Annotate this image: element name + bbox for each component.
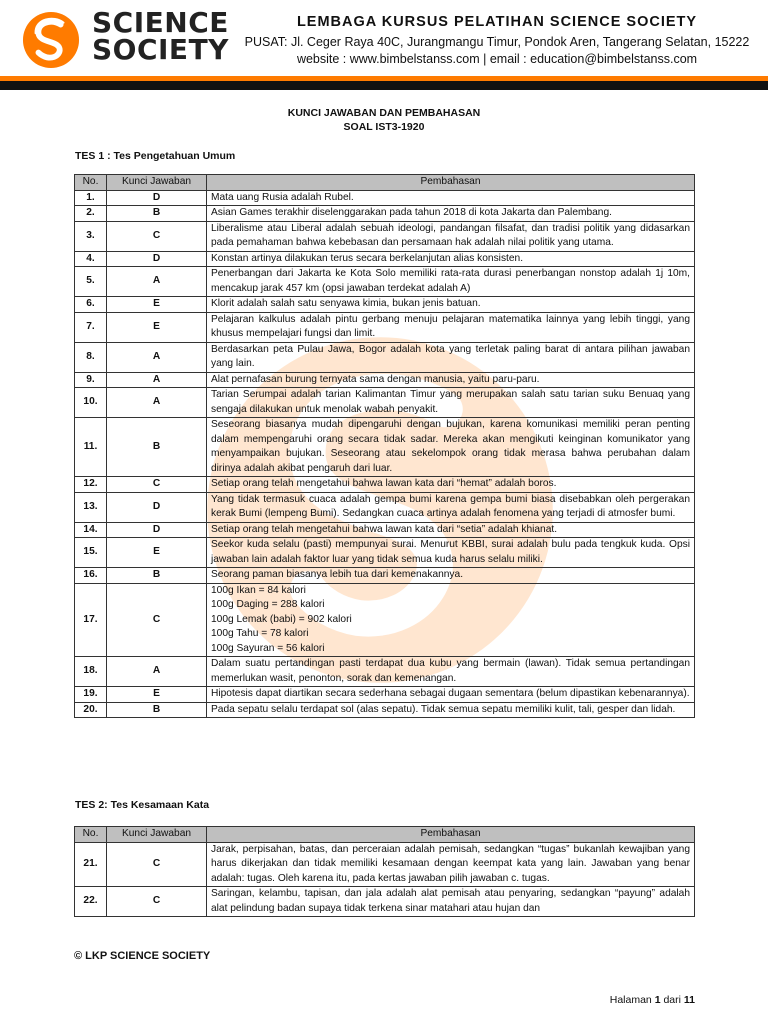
page-separator: dari xyxy=(663,994,681,1006)
row-number: 18. xyxy=(75,657,107,687)
table-row xyxy=(75,842,695,887)
answer-key: C xyxy=(107,221,207,251)
document-subheading: SOAL IST3-1920 xyxy=(343,121,425,133)
answer-key: A xyxy=(107,657,207,687)
organization-address: PUSAT: Jl. Ceger Raya 40C, Jurangmangu Timur, Pondok Aren, Tangerang Selatan, 15222 xyxy=(244,35,750,49)
column-header-kunci: Kunci Jawaban xyxy=(107,175,207,191)
explanation: Dalam suatu pertandingan pasti terdapat dua kubu yang bermain (lawan). Tidak semua pertandingan memerlukan wasit, penonton, sorak dan kemenangan. xyxy=(207,657,695,687)
table-row xyxy=(75,297,695,313)
row-number: 12. xyxy=(75,477,107,493)
explanation: Saringan, kelambu, tapisan, dan jala adalah alat pemisah atau penyaring, sedangkan “payung” adalah alat pelindung badan supaya tidak terkena sinar matahari atau hujan dan xyxy=(207,887,695,917)
explanation: Pelajaran kalkulus adalah pintu gerbang menuju pelajaran matematika lainnya yang lebih tinggi, yang khusus mempelajari fungsi dan limit. xyxy=(207,312,695,342)
answer-key: E xyxy=(107,297,207,313)
table-header-row xyxy=(75,175,695,191)
table-row xyxy=(75,267,695,297)
table-row xyxy=(75,372,695,388)
table-row xyxy=(75,583,695,657)
explanation-line: 100g Tahu = 78 kalori xyxy=(211,628,309,639)
table-row xyxy=(75,418,695,477)
answer-key: D xyxy=(107,492,207,522)
answer-key: B xyxy=(107,418,207,477)
answer-key: C xyxy=(107,583,207,657)
answer-key: B xyxy=(107,568,207,584)
column-header-no: No. xyxy=(75,827,107,843)
science-society-logo-icon xyxy=(22,11,80,69)
logo-line-2: SOCIETY xyxy=(92,33,229,66)
answer-table-tes-2 xyxy=(74,826,695,917)
section-title-tes-1: TES 1 : Tes Pengetahuan Umum xyxy=(75,150,236,162)
explanation: Tarian Serumpai adalah tarian Kalimantan Timur yang merupakan salah satu tarian suku Benuaq yang sengaja dilakukan untuk menolak wabah penyakit. xyxy=(207,388,695,418)
row-number: 4. xyxy=(75,251,107,267)
answer-key: A xyxy=(107,388,207,418)
explanation-line: 100g Lemak (babi) = 902 kalori xyxy=(211,613,352,625)
table-row xyxy=(75,312,695,342)
explanation: Asian Games terakhir diselenggarakan pada tahun 2018 di kota Jakarta dan Palembang. xyxy=(207,206,695,222)
table-body xyxy=(75,842,695,917)
answer-key: B xyxy=(107,702,207,718)
explanation: Klorit adalah salah satu senyawa kimia, bukan jenis batuan. xyxy=(207,297,695,313)
answer-key: A xyxy=(107,372,207,388)
explanation: Jarak, perpisahan, batas, dan perceraian adalah pemisah, sedangkan “tugas” bukanlah kewajiban yang harus dikerjakan dan tidak memiliki kesamaan dengan keempat kata yang lain. Jawaban yang benar adalah: tugas. Oleh karena itu, pada kertas jawaban pilih jawaban c. tugas. xyxy=(207,842,695,887)
row-number: 13. xyxy=(75,492,107,522)
section-title-tes-2: TES 2: Tes Kesamaan Kata xyxy=(75,799,210,811)
explanation: Liberalisme atau Liberal adalah sebuah ideologi, pandangan filsafat, dan tradisi politik yang didasarkan pada pemahaman bahwa kebebasan dan persamaan hak adalah nilai politik yang utama. xyxy=(207,221,695,251)
answer-key: C xyxy=(107,477,207,493)
organization-contact: website : www.bimbelstanss.com | email : education@bimbelstanss.com xyxy=(296,52,698,66)
row-number: 2. xyxy=(75,206,107,222)
page-header xyxy=(0,0,768,90)
explanation: Yang tidak termasuk cuaca adalah gempa bumi karena gempa bumi biasa disebabkan oleh pergerakan kerak Bumi (lempeng Bumi). Sedangkan cuaca artinya adalah fenomena yang terjadi di atmosfer bumi. xyxy=(207,492,695,522)
organization-info xyxy=(236,12,758,68)
row-number: 10. xyxy=(75,388,107,418)
table-row xyxy=(75,190,695,206)
answer-key: D xyxy=(107,522,207,538)
explanation xyxy=(207,583,695,657)
row-number: 7. xyxy=(75,312,107,342)
answer-key: B xyxy=(107,206,207,222)
row-number: 8. xyxy=(75,342,107,372)
table-row xyxy=(75,702,695,718)
table-row xyxy=(75,687,695,703)
page-number xyxy=(610,994,695,1006)
row-number: 21. xyxy=(75,842,107,887)
answer-key: E xyxy=(107,687,207,703)
explanation: Setiap orang telah mengetahui bahwa lawan kata dari “hemat” adalah boros. xyxy=(207,477,695,493)
answer-key: C xyxy=(107,842,207,887)
table-header-row xyxy=(75,827,695,843)
row-number: 22. xyxy=(75,887,107,917)
answer-key: A xyxy=(107,267,207,297)
row-number: 5. xyxy=(75,267,107,297)
table-row xyxy=(75,477,695,493)
explanation-line: 100g Sayuran = 56 kalori xyxy=(211,642,325,654)
answer-key: D xyxy=(107,190,207,206)
table-row xyxy=(75,522,695,538)
explanation: Setiap orang telah mengetahui bahwa lawan kata dari “setia” adalah khianat. xyxy=(207,522,695,538)
page-prefix: Halaman xyxy=(609,994,652,1006)
table-row xyxy=(75,538,695,568)
explanation: Mata uang Rusia adalah Rubel. xyxy=(207,190,695,206)
row-number: 9. xyxy=(75,372,107,388)
logo-line-1: SCIENCE xyxy=(92,6,229,39)
table-row xyxy=(75,657,695,687)
footer-copyright: © LKP SCIENCE SOCIETY xyxy=(74,950,211,962)
explanation: Hipotesis dapat diartikan secara sederhana sebagai dugaan sementara (belum dipastikan kebenarannya). xyxy=(207,687,695,703)
column-header-no: No. xyxy=(75,175,107,191)
table-row xyxy=(75,206,695,222)
row-number: 3. xyxy=(75,221,107,251)
page-total: 11 xyxy=(683,994,695,1006)
column-header-pembahasan: Pembahasan xyxy=(207,827,695,843)
row-number: 1. xyxy=(75,190,107,206)
explanation: Konstan artinya dilakukan terus secara berkelanjutan alias konsisten. xyxy=(207,251,695,267)
answer-key: E xyxy=(107,538,207,568)
explanation: Seseorang biasanya mudah dipengaruhi dengan bujukan, karena komunikasi memiliki peran penting dalam mempengaruhi orang secara tidak sadar. Mereka akan mengikuti keinginan komunikator yang menyampaikan bujukan. Seseorang atau sekelompok orang tidak merasa bahwa perubahan dalam dirinya adalah akibat pengaruh dari luar. xyxy=(207,418,695,477)
explanation: Alat pernafasan burung ternyata sama dengan manusia, yaitu paru-paru. xyxy=(207,372,695,388)
table-row xyxy=(75,887,695,917)
row-number: 19. xyxy=(75,687,107,703)
answer-table-tes-1 xyxy=(74,174,695,718)
answer-key: D xyxy=(107,251,207,267)
table-row xyxy=(75,388,695,418)
explanation: Seekor kuda selalu (pasti) mempunyai surai. Menurut KBBI, surai adalah bulu pada tengkuk kuda. Opsi jawaban lain adalah faktor luar yang tidak semua kuda harus selalu miliki. xyxy=(207,538,695,568)
explanation-line: 100g Daging = 288 kalori xyxy=(211,599,325,610)
table-row xyxy=(75,221,695,251)
table-body xyxy=(75,190,695,718)
row-number: 15. xyxy=(75,538,107,568)
row-number: 16. xyxy=(75,568,107,584)
page-current: 1 xyxy=(654,994,661,1006)
document-heading: KUNCI JAWABAN DAN PEMBAHASAN xyxy=(287,107,481,119)
explanation: Seorang paman biasanya lebih tua dari kemenakannya. xyxy=(207,568,695,584)
table-row xyxy=(75,342,695,372)
row-number: 11. xyxy=(75,418,107,477)
explanation: Berdasarkan peta Pulau Jawa, Bogor adalah kota yang terletak paling barat di antara pilihan jawaban yang lain. xyxy=(207,342,695,372)
row-number: 14. xyxy=(75,522,107,538)
row-number: 20. xyxy=(75,702,107,718)
header-black-band xyxy=(0,81,768,90)
row-number: 17. xyxy=(75,583,107,657)
table-row xyxy=(75,251,695,267)
table-row xyxy=(75,568,695,584)
answer-key: C xyxy=(107,887,207,917)
explanation-line: 100g Ikan = 84 kalori xyxy=(211,584,306,596)
answer-key: A xyxy=(107,342,207,372)
column-header-pembahasan: Pembahasan xyxy=(207,175,695,191)
table-row xyxy=(75,492,695,522)
column-header-kunci: Kunci Jawaban xyxy=(107,827,207,843)
logo-wordmark xyxy=(92,6,229,66)
answer-key: E xyxy=(107,312,207,342)
explanation: Pada sepatu selalu terdapat sol (alas sepatu). Tidak semua sepatu memiliki kulit, tali, gesper dan lidah. xyxy=(207,702,695,718)
document-title xyxy=(0,106,768,134)
organization-name: LEMBAGA KURSUS PELATIHAN SCIENCE SOCIETY xyxy=(296,14,698,30)
row-number: 6. xyxy=(75,297,107,313)
explanation: Penerbangan dari Jakarta ke Kota Solo memiliki rata-rata durasi penerbangan nonstop adalah 1j 10m, mencakup jarak 457 km (opsi jawaban terdekat adalah A) xyxy=(207,267,695,297)
